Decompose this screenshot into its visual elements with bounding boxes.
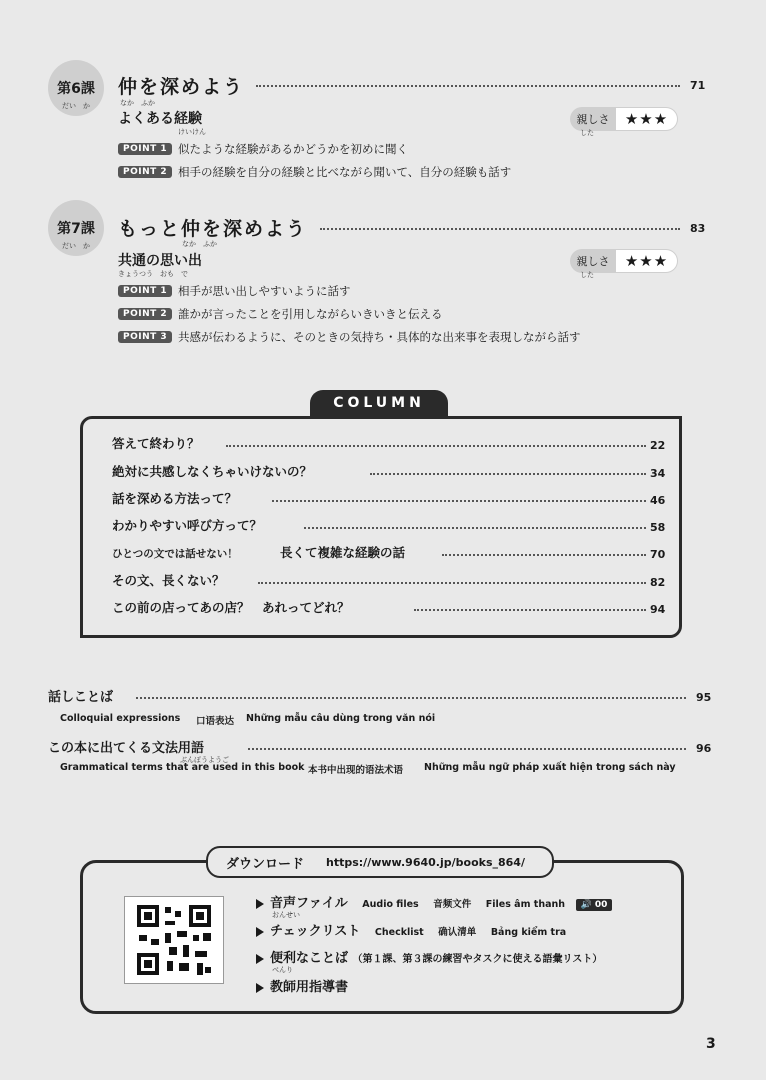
vocab-ruby: べんり <box>272 966 293 974</box>
point-text: 相手が思い出しやすいように話す <box>178 284 351 298</box>
column-page: 34 <box>650 467 666 480</box>
point-text: 似たような経験があるかどうかを初めに聞く <box>178 142 408 156</box>
triangle-bullet-icon <box>256 899 264 909</box>
lesson-6-subtitle: よくある経験 <box>118 111 202 127</box>
triangle-bullet-icon <box>256 983 264 993</box>
point-text: 誰かが言ったことを引用しながらいきいきと伝える <box>178 307 443 321</box>
lesson-6-badge: 第6課 <box>48 60 104 116</box>
dot-leader <box>370 473 646 475</box>
download-header <box>206 846 554 878</box>
star-icon: ★★★ <box>616 108 677 130</box>
download-vocab[interactable]: 便利なことば （第１課、第３課の練習やタスクに使える語彙リスト） <box>256 947 602 966</box>
download-audio[interactable]: 音声ファイル Audio files 音频文件 Files âm thanh 🔊 00 <box>256 892 612 911</box>
lesson-7-badge: 第7課 <box>48 200 104 256</box>
download-teacher-guide[interactable]: 教師用指導書 <box>256 976 348 995</box>
download-url[interactable]: https://www.9640.jp/books_864/ <box>326 855 525 869</box>
point-tag: POINT 2 <box>118 166 172 178</box>
appendix-title-ruby: ぶんぽうようご <box>180 756 229 764</box>
lesson-7-title: もっと仲を深めよう <box>118 218 308 240</box>
appendix-sub-zh: 口语表达 <box>196 716 235 727</box>
appendix-sub-en: Colloquial expressions <box>60 713 181 724</box>
lesson-6-title-ruby: なか ふか <box>120 99 155 107</box>
column-item: 答えて終わり？ <box>112 436 200 451</box>
column-item: その文、長くない？ <box>112 573 225 588</box>
page-number: 3 <box>706 1036 716 1052</box>
dot-leader <box>414 609 646 611</box>
column-item: わかりやすい呼び方って？ <box>112 518 263 533</box>
point-tag: POINT 2 <box>118 308 172 320</box>
lesson-7-page: 83 <box>690 222 706 235</box>
column-page: 82 <box>650 576 666 589</box>
appendix-sub-vi: Những mẫu câu dùng trong văn nói <box>246 713 436 724</box>
closeness-ruby: した <box>580 271 594 279</box>
closeness-ruby: した <box>580 129 594 137</box>
lesson-6-subtitle-ruby: けいけん <box>178 128 206 136</box>
lesson-6-page: 71 <box>690 79 706 92</box>
audio-ruby: おんせい <box>272 911 300 919</box>
dot-leader <box>248 748 686 750</box>
column-label: COLUMN <box>310 390 448 416</box>
lesson-7-subtitle: 共通の思い出 <box>118 253 202 269</box>
point-text: 相手の経験を自分の経験と比べながら聞いて、自分の経験も話す <box>178 165 512 179</box>
point-tag: POINT 1 <box>118 285 172 297</box>
star-icon: ★★★ <box>616 250 677 272</box>
dot-leader <box>304 527 646 529</box>
download-label: ダウンロード <box>226 856 305 872</box>
point-tag: POINT 3 <box>118 331 172 343</box>
dot-leader <box>320 228 680 230</box>
lesson-6-title: 仲を深めよう <box>118 76 245 98</box>
appendix-page: 95 <box>696 691 712 704</box>
column-item-prefix: ひとつの文では話せない！ <box>112 548 238 560</box>
appendix-page: 96 <box>696 742 712 755</box>
column-page: 58 <box>650 521 666 534</box>
column-item: この前の店ってあの店？ あれってどれ？ <box>112 600 350 615</box>
lesson-7-closeness-rating: 親しさ ★★★ <box>570 249 678 273</box>
appendix-title: この本に出てくる文法用語 <box>48 741 205 756</box>
lesson-7-subtitle-ruby: きょうつう おも で <box>118 270 188 278</box>
column-item: 長くて複雑な経験の話 <box>280 545 406 560</box>
point-tag: POINT 1 <box>118 143 172 155</box>
column-page: 22 <box>650 439 666 452</box>
column-page: 70 <box>650 548 666 561</box>
triangle-bullet-icon <box>256 954 264 964</box>
dot-leader <box>226 445 646 447</box>
lesson-6-badge-ruby: だい か <box>62 102 90 110</box>
triangle-bullet-icon <box>256 927 264 937</box>
lesson-7-title-ruby: なか ふか <box>182 240 217 248</box>
column-page: 46 <box>650 494 666 507</box>
dot-leader <box>256 85 680 87</box>
dot-leader <box>258 582 646 584</box>
appendix-sub-zh: 本书中出现的语法术语 <box>308 765 404 776</box>
column-item: 絶対に共感しなくちゃいけないの？ <box>112 464 313 479</box>
dot-leader <box>136 697 686 699</box>
dot-leader <box>442 554 646 556</box>
point-text: 共感が伝わるように、そのときの気持ち・具体的な出来事を表現しながら話す <box>178 330 581 344</box>
qr-code-icon <box>124 896 224 984</box>
column-page: 94 <box>650 603 666 616</box>
appendix-sub-vi: Những mẫu ngữ pháp xuất hiện trong sách này <box>424 762 676 773</box>
column-item: 話を深める方法って？ <box>112 491 238 506</box>
dot-leader <box>272 500 646 502</box>
appendix-sub-en: Grammatical terms that are used in this book <box>60 762 305 773</box>
lesson-7-badge-ruby: だい か <box>62 242 90 250</box>
speaker-icon: 🔊 00 <box>576 899 613 911</box>
lesson-6-closeness-rating: 親しさ ★★★ <box>570 107 678 131</box>
appendix-title: 話しことば <box>48 690 114 705</box>
download-checklist[interactable]: チェックリスト Checklist 确认清单 Bảng kiểm tra <box>256 920 566 939</box>
